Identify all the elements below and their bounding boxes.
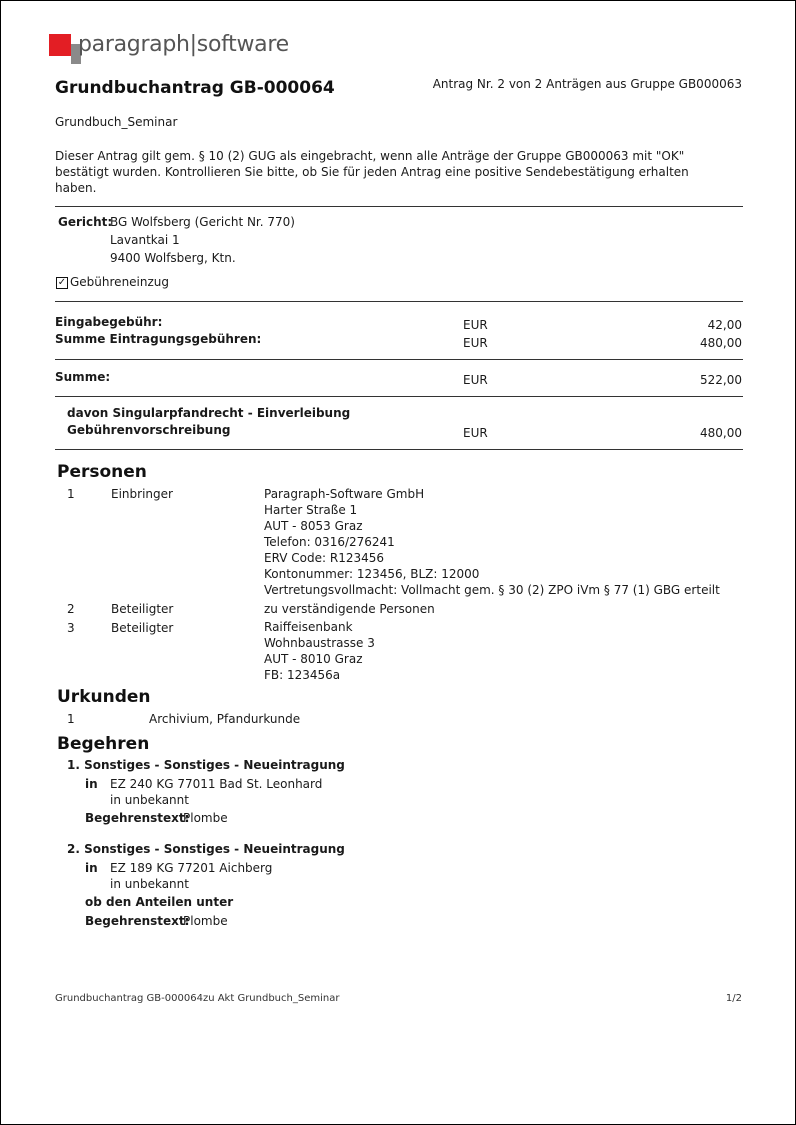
person-1-line: Paragraph-Software GmbH: [264, 487, 425, 501]
eingabe-value: 42,00: [707, 318, 742, 332]
begehren-heading: Begehren: [57, 734, 150, 754]
summe-value: 522,00: [700, 373, 742, 387]
person-1-line: Kontonummer: 123456, BLZ: 12000: [264, 567, 480, 581]
eintragung-label: Summe Eintragungsgebühren:: [55, 332, 262, 346]
person-3-line: AUT - 8010 Graz: [264, 652, 363, 666]
eingabe-label: Eingabegebühr:: [55, 315, 163, 329]
person-2-line: zu verständigende Personen: [264, 602, 435, 616]
group-info: Antrag Nr. 2 von 2 Anträgen aus Gruppe GB000063: [432, 77, 742, 91]
person-1-line: ERV Code: R123456: [264, 551, 385, 565]
urkunde-1-text: Archivium, Pfandurkunde: [149, 712, 301, 726]
eintragung-value: 480,00: [700, 336, 742, 350]
begehren-1-text: Plombe: [183, 811, 228, 825]
court-street: Lavantkai 1: [110, 233, 180, 247]
person-3-nr: 3: [67, 621, 75, 635]
fee-checkbox-label: Gebühreneinzug: [70, 275, 170, 289]
begehren-2-text-label: Begehrenstext:: [85, 914, 190, 928]
begehren-2-title: 2. Sonstiges - Sonstiges - Neueintragung: [67, 842, 345, 856]
akt-name: Grundbuch_Seminar: [55, 115, 178, 129]
begehren-2-text: Plombe: [183, 914, 228, 928]
begehren-1-text-label: Begehrenstext:: [85, 811, 190, 825]
person-3-role: Beteiligter: [111, 621, 174, 635]
begehren-2-in-label: in: [85, 861, 98, 875]
begehren-2-unbekannt: in unbekannt: [110, 877, 189, 891]
footer-text: Grundbuchantrag GB-000064zu Akt Grundbuch_Seminar: [55, 993, 340, 1004]
eintragung-currency: EUR: [463, 336, 488, 350]
person-1-role: Einbringer: [111, 487, 173, 501]
divider: [55, 206, 743, 207]
begehren-1-title: 1. Sonstiges - Sonstiges - Neueintragung: [67, 758, 345, 772]
page-number: 1/2: [725, 993, 742, 1004]
person-3-line: FB: 123456a: [264, 668, 341, 682]
divider: [55, 359, 743, 360]
court-name: BG Wolfsberg (Gericht Nr. 770): [110, 215, 295, 229]
davon-line-1: davon Singularpfandrecht - Einverleibung: [67, 406, 351, 420]
notice-line-2: bestätigt wurden. Kontrollieren Sie bitte, ob Sie für jeden Antrag eine positive Sendebestätigung erhalten: [55, 165, 689, 179]
fee-checkbox[interactable]: ✓: [57, 277, 67, 288]
company-logo: paragraph|software: [78, 32, 289, 57]
person-1-line: AUT - 8053 Graz: [264, 519, 363, 533]
person-2-nr: 2: [67, 602, 75, 616]
person-1-line: Harter Straße 1: [264, 503, 358, 517]
person-3-line: Raiffeisenbank: [264, 620, 353, 634]
person-2-role: Beteiligter: [111, 602, 174, 616]
urkunde-1-nr: 1: [67, 712, 75, 726]
court-city: 9400 Wolfsberg, Ktn.: [110, 251, 236, 265]
urkunden-heading: Urkunden: [57, 687, 151, 707]
divider: [55, 396, 743, 397]
begehren-1-ez: EZ 240 KG 77011 Bad St. Leonhard: [110, 777, 323, 791]
summe-label: Summe:: [55, 370, 111, 384]
notice-line-3: haben.: [55, 181, 97, 195]
begehren-2-ez: EZ 189 KG 77201 Aichberg: [110, 861, 273, 875]
logo-red-square: [49, 34, 71, 56]
divider: [55, 449, 743, 450]
person-3-line: Wohnbaustrasse 3: [264, 636, 375, 650]
begehren-1-unbekannt: in unbekannt: [110, 793, 189, 807]
personen-heading: Personen: [57, 462, 147, 482]
person-1-line: Telefon: 0316/276241: [264, 535, 395, 549]
court-label: Gericht:: [58, 215, 113, 229]
begehren-1-in-label: in: [85, 777, 98, 791]
notice-line-1: Dieser Antrag gilt gem. § 10 (2) GUG als eingebracht, wenn alle Anträge der Gruppe GB000063 mit "OK": [55, 149, 685, 163]
summe-currency: EUR: [463, 373, 488, 387]
davon-value: 480,00: [700, 426, 742, 440]
person-1-line: Vertretungsvollmacht: Vollmacht gem. § 30 (2) ZPO iVm § 77 (1) GBG erteilt: [264, 583, 720, 597]
eingabe-currency: EUR: [463, 318, 488, 332]
person-1-nr: 1: [67, 487, 75, 501]
divider: [55, 301, 743, 302]
page-title: Grundbuchantrag GB-000064: [55, 78, 335, 98]
davon-currency: EUR: [463, 426, 488, 440]
davon-line-2: Gebührenvorschreibung: [67, 423, 231, 437]
begehren-2-anteile: ob den Anteilen unter: [85, 895, 234, 909]
